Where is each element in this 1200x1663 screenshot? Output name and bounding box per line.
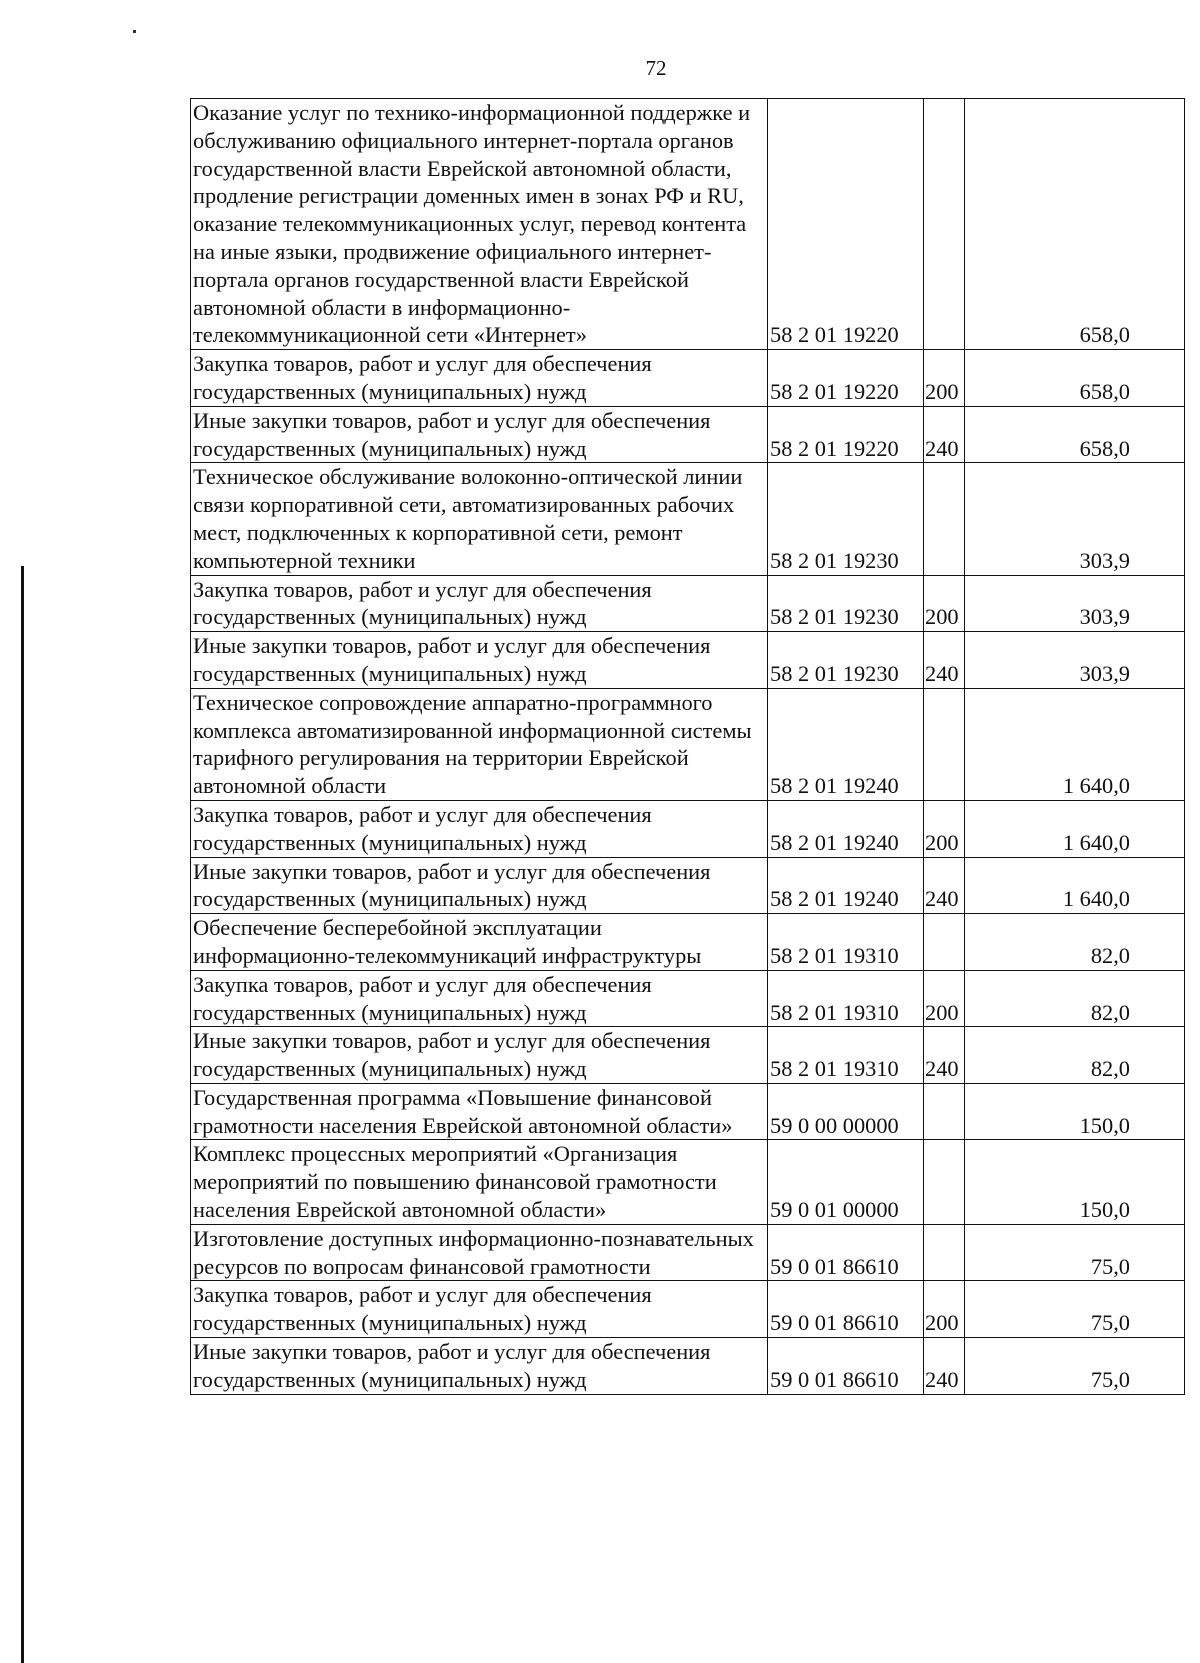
- row-description: Иные закупки товаров, работ и услуг для обеспечения государственных (муниципальных) нужд: [191, 1338, 768, 1395]
- row-description: Оказание услуг по технико-информационной поддержке и обслуживанию официального интернет-портала органов государственной власти Еврейской автономной области, продление регистрации доменных имен в зонах РФ и RU, оказание телекоммуникационных услуг, перевод контента на иные языки, продвижение официального интернет-портала органов государственной власти Еврейской автономной области в информационно-телекоммуникационной сети «Интернет»: [191, 99, 768, 350]
- table-row: [191, 1083, 1185, 1140]
- row-description: Закупка товаров, работ и услуг для обеспечения государственных (муниципальных) нужд: [191, 800, 768, 857]
- row-target-code: 58 2 01 19310: [768, 970, 924, 1027]
- row-expense-type: [924, 99, 965, 350]
- row-target-code: 58 2 01 19240: [768, 800, 924, 857]
- row-amount: 658,0: [965, 406, 1185, 463]
- row-target-code: 59 0 01 86610: [768, 1224, 924, 1281]
- row-expense-type: 200: [924, 575, 965, 632]
- table-row: [191, 350, 1185, 407]
- row-amount: 75,0: [965, 1281, 1185, 1338]
- row-target-code: 59 0 00 00000: [768, 1083, 924, 1140]
- row-target-code: 58 2 01 19310: [768, 1027, 924, 1084]
- row-description: Комплекс процессных мероприятий «Организация мероприятий по повышению финансовой грамотности населения Еврейской автономной области»: [191, 1140, 768, 1224]
- row-description: Иные закупки товаров, работ и услуг для обеспечения государственных (муниципальных) нужд: [191, 632, 768, 689]
- row-expense-type: 240: [924, 406, 965, 463]
- table-row: [191, 463, 1185, 575]
- row-amount: 75,0: [965, 1338, 1185, 1395]
- row-description: Обеспечение бесперебойной эксплуатации информационно-телекоммуникаций инфраструктуры: [191, 914, 768, 971]
- table-row: [191, 914, 1185, 971]
- row-amount: 75,0: [965, 1224, 1185, 1281]
- table-row: [191, 857, 1185, 914]
- row-amount: 658,0: [965, 350, 1185, 407]
- table-row: [191, 406, 1185, 463]
- row-description: Закупка товаров, работ и услуг для обеспечения государственных (муниципальных) нужд: [191, 350, 768, 407]
- row-amount: 150,0: [965, 1140, 1185, 1224]
- row-amount: 1 640,0: [965, 800, 1185, 857]
- table-row: [191, 1338, 1185, 1395]
- row-expense-type: 200: [924, 970, 965, 1027]
- row-description: Государственная программа «Повышение финансовой грамотности населения Еврейской автономной области»: [191, 1083, 768, 1140]
- row-expense-type: 200: [924, 800, 965, 857]
- row-amount: 658,0: [965, 99, 1185, 350]
- table-row: [191, 800, 1185, 857]
- row-description: Изготовление доступных информационно-познавательных ресурсов по вопросам финансовой грамотности: [191, 1224, 768, 1281]
- budget-table: [190, 98, 1185, 1395]
- row-description: Закупка товаров, работ и услуг для обеспечения государственных (муниципальных) нужд: [191, 575, 768, 632]
- row-amount: 303,9: [965, 575, 1185, 632]
- row-description: Иные закупки товаров, работ и услуг для обеспечения государственных (муниципальных) нужд: [191, 857, 768, 914]
- row-target-code: 58 2 01 19220: [768, 350, 924, 407]
- table-row: [191, 1027, 1185, 1084]
- row-target-code: 58 2 01 19220: [768, 406, 924, 463]
- row-expense-type: [924, 1140, 965, 1224]
- row-target-code: 59 0 01 86610: [768, 1281, 924, 1338]
- table-row: [191, 970, 1185, 1027]
- row-amount: 82,0: [965, 1027, 1185, 1084]
- row-target-code: 58 2 01 19240: [768, 857, 924, 914]
- row-amount: 1 640,0: [965, 857, 1185, 914]
- table-row: [191, 632, 1185, 689]
- row-expense-type: 240: [924, 1338, 965, 1395]
- row-description: Техническое сопровождение аппаратно-программного комплекса автоматизированной информационной системы тарифного регулирования на территории Еврейской автономной области: [191, 688, 768, 800]
- row-expense-type: 200: [924, 350, 965, 407]
- row-expense-type: [924, 914, 965, 971]
- row-expense-type: 240: [924, 1027, 965, 1084]
- table-row: [191, 688, 1185, 800]
- table-row: [191, 1224, 1185, 1281]
- scan-margin-line: [21, 566, 24, 1663]
- row-expense-type: [924, 1224, 965, 1281]
- row-description: Иные закупки товаров, работ и услуг для обеспечения государственных (муниципальных) нужд: [191, 1027, 768, 1084]
- row-amount: 82,0: [965, 914, 1185, 971]
- row-expense-type: [924, 1083, 965, 1140]
- row-target-code: 58 2 01 19230: [768, 463, 924, 575]
- table-row: [191, 1281, 1185, 1338]
- row-target-code: 58 2 01 19310: [768, 914, 924, 971]
- page-number: 72: [645, 56, 667, 80]
- row-amount: 1 640,0: [965, 688, 1185, 800]
- row-expense-type: 200: [924, 1281, 965, 1338]
- row-target-code: 59 0 01 00000: [768, 1140, 924, 1224]
- row-amount: 82,0: [965, 970, 1185, 1027]
- budget-table-body: [191, 99, 1185, 1395]
- row-expense-type: [924, 688, 965, 800]
- row-amount: 303,9: [965, 632, 1185, 689]
- row-description: Техническое обслуживание волоконно-оптической линии связи корпоративной сети, автоматизированных рабочих мест, подключенных к корпоративной сети, ремонт компьютерной техники: [191, 463, 768, 575]
- row-expense-type: [924, 463, 965, 575]
- row-target-code: 58 2 01 19240: [768, 688, 924, 800]
- row-amount: 303,9: [965, 463, 1185, 575]
- row-target-code: 59 0 01 86610: [768, 1338, 924, 1395]
- row-target-code: 58 2 01 19230: [768, 575, 924, 632]
- table-row: [191, 575, 1185, 632]
- table-row: [191, 1140, 1185, 1224]
- row-description: Закупка товаров, работ и услуг для обеспечения государственных (муниципальных) нужд: [191, 1281, 768, 1338]
- row-description: Иные закупки товаров, работ и услуг для обеспечения государственных (муниципальных) нужд: [191, 406, 768, 463]
- row-expense-type: 240: [924, 632, 965, 689]
- row-amount: 150,0: [965, 1083, 1185, 1140]
- row-expense-type: 240: [924, 857, 965, 914]
- row-target-code: 58 2 01 19220: [768, 99, 924, 350]
- row-target-code: 58 2 01 19230: [768, 632, 924, 689]
- row-description: Закупка товаров, работ и услуг для обеспечения государственных (муниципальных) нужд: [191, 970, 768, 1027]
- scan-dot-mark: [133, 30, 136, 33]
- table-row: [191, 99, 1185, 350]
